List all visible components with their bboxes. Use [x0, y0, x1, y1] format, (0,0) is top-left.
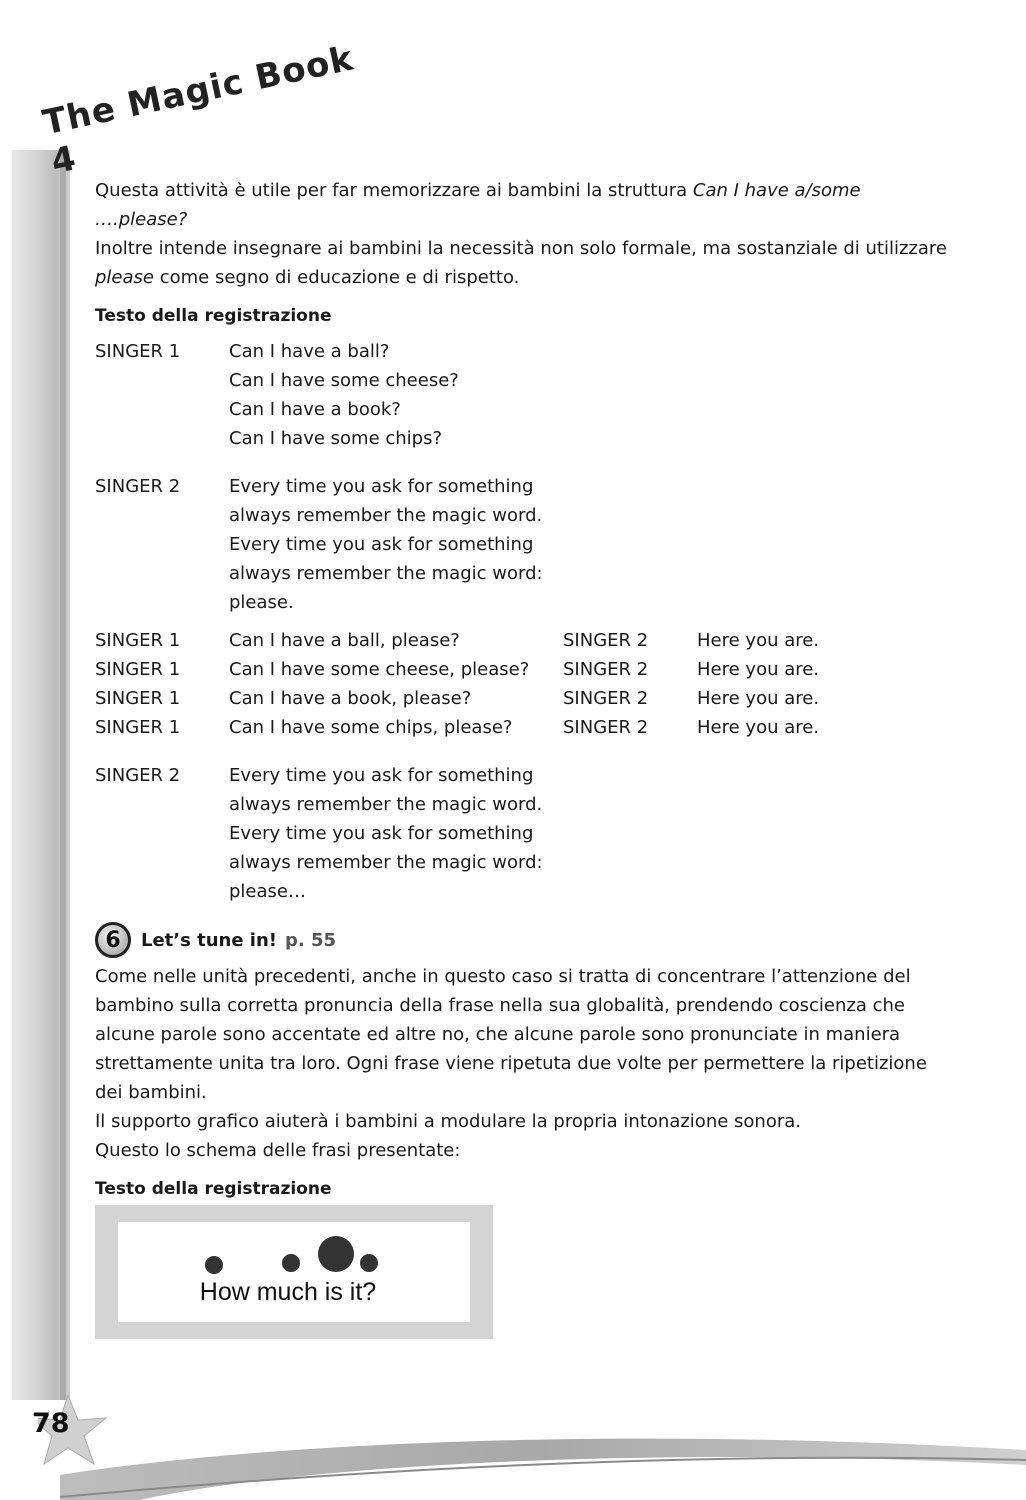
dialogue-row [95, 713, 819, 742]
lyric-line: Can I have some cheese, please? [229, 659, 530, 680]
intonation-phrase: How much is it? [199, 1278, 377, 1306]
singer-label: SINGER 1 [95, 630, 181, 651]
singer-label: SINGER 2 [95, 765, 181, 786]
main-content [95, 176, 955, 1204]
lyric-line: Can I have some chips, please? [229, 717, 513, 738]
left-margin-edge [60, 150, 66, 1400]
lyric-line: Every time you ask for something [229, 534, 534, 555]
lyric-line: always remember the magic word. [229, 505, 543, 526]
singer-label: SINGER 1 [95, 341, 181, 362]
section-heading: Testo della registrazione [95, 1179, 332, 1199]
dialogue-row [95, 626, 819, 655]
lyric-line: always remember the magic word: [229, 852, 543, 873]
singer-label: SINGER 2 [563, 717, 649, 738]
section-number-badge: 6 [95, 922, 131, 958]
dialogue-row [95, 655, 819, 684]
section-6-paragraph: Come nelle unità precedenti, anche in questo caso si tratta di concentrare l’attenzione del bambino sulla corretta pronuncia della frase nella sua globalità, prendendo coscienza che alcune parole sono accentate ed altre no, che alcune parole sono pronunciate in maniera strettamente unita tra loro. Ogni frase viene ripetuta due volte per permettere la ripetizione dei bambini. [95, 966, 927, 1103]
dialogue-row [95, 684, 819, 713]
song-verse-3 [95, 761, 563, 906]
section-6-header [95, 918, 955, 962]
lyric-line: Can I have a ball, please? [229, 630, 460, 651]
intro-text: come segno di educazione e di rispetto. [153, 267, 520, 288]
brand-logo [39, 30, 384, 183]
lyric-line: Here you are. [697, 659, 820, 680]
bottom-curve-decoration [0, 1405, 1026, 1500]
intro-structure: Can I have a/some ….please? [95, 180, 861, 230]
singer-label: SINGER 1 [95, 717, 181, 738]
singer-label: SINGER 1 [95, 659, 181, 680]
lyric-line: please. [229, 592, 294, 613]
singer-label: SINGER 2 [563, 659, 649, 680]
intro-paragraph [95, 176, 955, 292]
lyric-line: Here you are. [697, 630, 820, 651]
lyric-line: Every time you ask for something [229, 476, 534, 497]
lyric-line: Here you are. [697, 688, 820, 709]
lyric-line: Can I have a book, please? [229, 688, 472, 709]
brand-text: The Magic Book 4 [39, 38, 358, 183]
intonation-box [118, 1222, 470, 1322]
singer-label: SINGER 2 [95, 476, 181, 497]
singer-label: SINGER 1 [95, 688, 181, 709]
page-reference: p. 55 [285, 929, 337, 951]
lyric-line: Can I have a book? [229, 399, 401, 420]
lyric-line: Here you are. [697, 717, 820, 738]
stress-dot-small [282, 1254, 300, 1272]
singer-label: SINGER 2 [563, 688, 649, 709]
song-dialogue [95, 626, 819, 742]
lyric-line: Every time you ask for something [229, 765, 534, 786]
stress-dot-small [205, 1256, 223, 1274]
song-verse-2 [95, 472, 563, 617]
song-verse-1 [95, 337, 563, 453]
singer-label: SINGER 2 [563, 630, 649, 651]
lyric-line: always remember the magic word. [229, 794, 543, 815]
stress-dot-large [318, 1236, 354, 1272]
intro-text: Inoltre intende insegnare ai bambini la necessità non solo formale, ma sostanziale di utilizzare [95, 238, 948, 259]
intro-text: Questa attività è utile per far memorizzare ai bambini la struttura [95, 180, 693, 201]
section-title: Let’s tune in! [141, 929, 278, 951]
stress-dot-small [360, 1254, 378, 1272]
section-heading: Testo della registrazione [95, 306, 332, 326]
lyric-line: always remember the magic word: [229, 563, 543, 584]
lyric-line: Can I have some cheese? [229, 370, 459, 391]
section-6-paragraph: Questo lo schema delle frasi presentate: [95, 1140, 461, 1161]
lyric-line: Can I have a ball? [229, 341, 390, 362]
page-number: 78 [32, 1408, 70, 1439]
intro-keyword: please [95, 267, 154, 288]
lyric-line: please… [229, 881, 306, 902]
lyric-line: Can I have some chips? [229, 428, 443, 449]
lyric-line: Every time you ask for something [229, 823, 534, 844]
section-6-paragraph: Il supporto grafico aiuterà i bambini a modulare la propria intonazione sonora. [95, 1111, 801, 1132]
